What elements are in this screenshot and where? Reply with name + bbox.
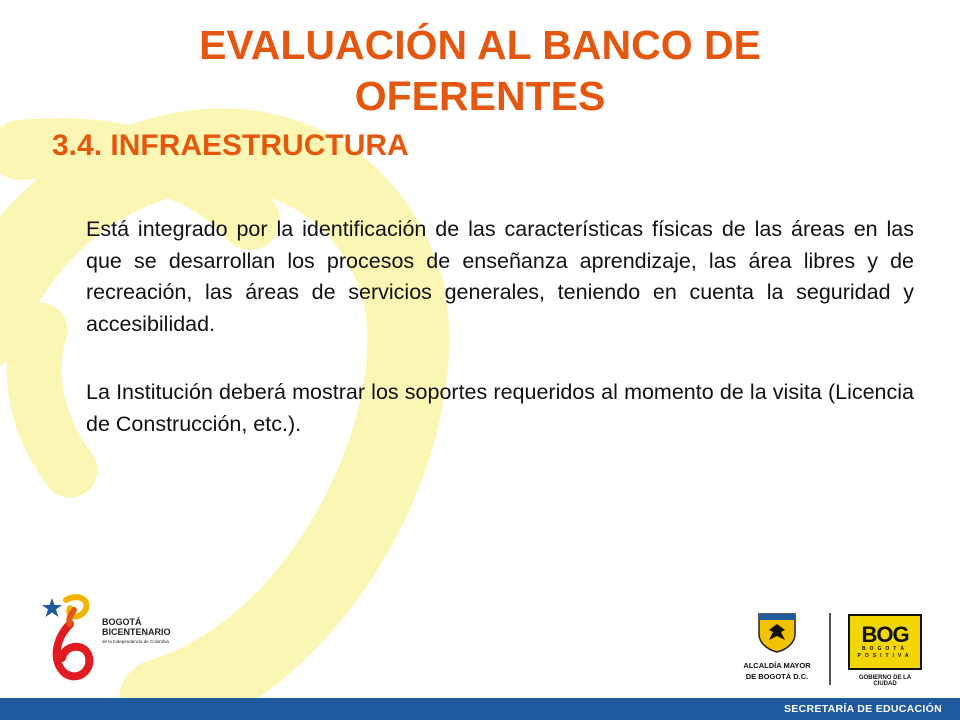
section-heading: 3.4. INFRAESTRUCTURA xyxy=(52,129,409,162)
body-paragraph-1: Está integrado por la identificación de las características físicas de las áreas en las que se desarrollan los procesos de enseñanza aprendizaje, las área libres y de recreación, las áreas de servicios generales, teniendo en cuenta la seguridad y accesibilidad. xyxy=(86,217,914,336)
bicentenario-line1: BOGOTÁ xyxy=(102,617,142,627)
footer-bar xyxy=(0,698,960,720)
bicentenario-logo xyxy=(40,590,102,682)
bog-positiva-logo xyxy=(848,614,922,687)
bicentenario-wordmark xyxy=(102,617,171,647)
alcaldia-caption-line2: DE BOGOTÁ D.C. xyxy=(745,672,809,681)
bog-caption: GOBIERNO DE LA CIUDAD xyxy=(858,675,912,687)
footer-label: SECRETARÍA DE EDUCACIÓN xyxy=(784,703,942,715)
bicentenario-line3: de la Independencia de Colombia xyxy=(102,639,170,644)
alcaldia-logo xyxy=(730,610,824,681)
slide-title-line2: OFERENTES xyxy=(354,73,606,119)
bicentenario-emblem-icon xyxy=(40,590,102,682)
bog-sub-line1: BOGOTÁ xyxy=(862,646,908,652)
logo-divider xyxy=(829,613,831,685)
body-paragraph-2: La Institución deberá mostrar los soportes requeridos al momento de la visita (Licencia de Construcción, etc.). xyxy=(86,380,914,436)
bogota-coat-of-arms-icon xyxy=(755,610,799,654)
alcaldia-caption-line1: ALCALDÍA MAYOR xyxy=(743,661,811,670)
bicentenario-line2: BICENTENARIO xyxy=(102,627,171,637)
bog-wordmark: BOG xyxy=(861,622,909,647)
bog-badge xyxy=(848,614,922,670)
bog-sub-line2: POSITIVA xyxy=(857,653,913,659)
slide-title-line1: EVALUACIÓN AL BANCO DE xyxy=(199,22,761,68)
